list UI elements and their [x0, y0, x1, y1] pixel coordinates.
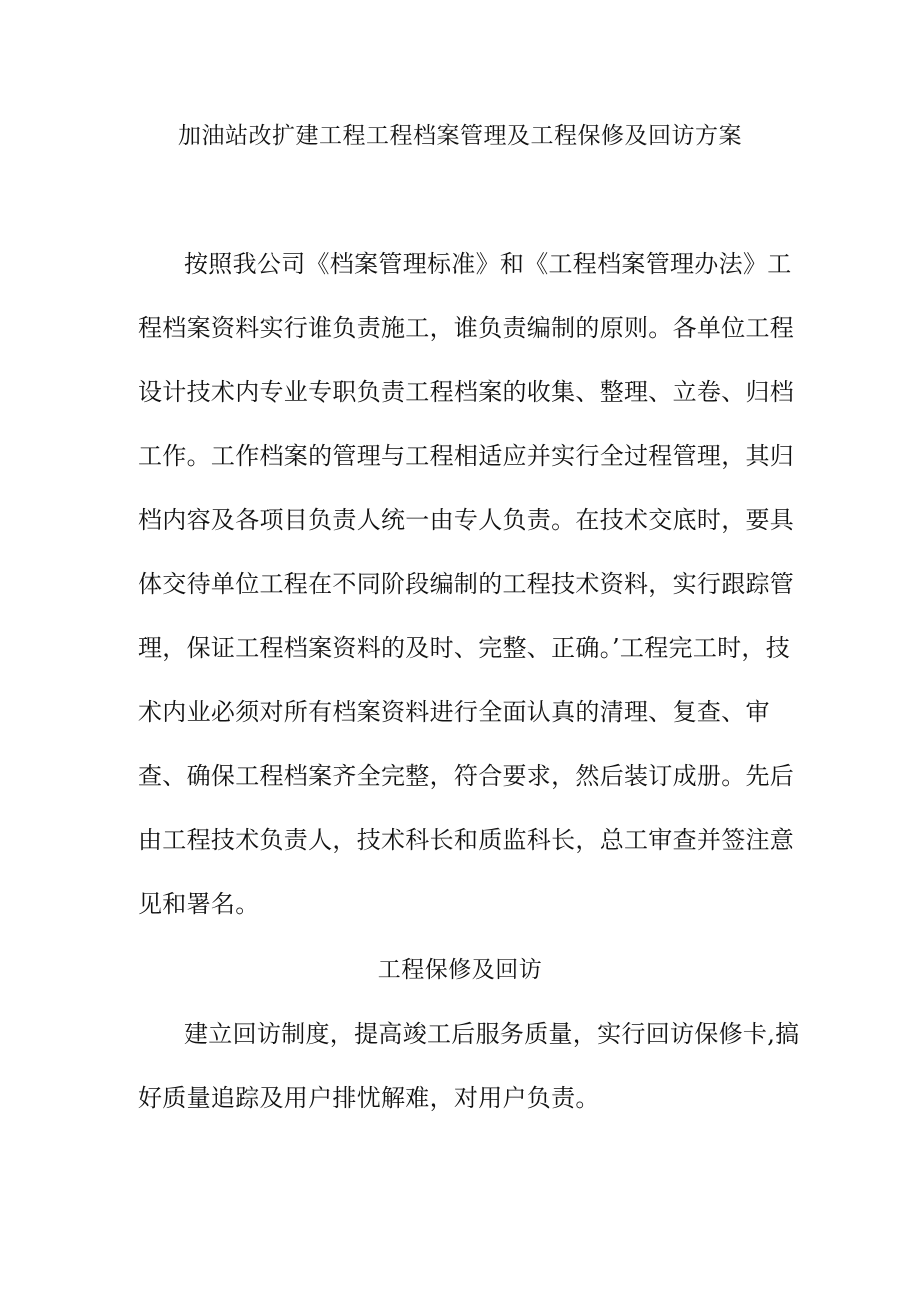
paragraph1-line-3: 设计技术内专业专职负责工程档案的收集、整理、立卷、归档	[138, 378, 795, 406]
paragraph1-line-10: 由工程技术负责人，技术科长和质监科长，总工审查并签注意	[138, 826, 795, 854]
document-title: 加油站改扩建工程工程档案管理及工程保修及回访方案	[178, 123, 742, 149]
paragraph1-line-4: 工作。工作档案的管理与工程相适应并实行全过程管理，其归	[138, 442, 795, 470]
paragraph1-line-8: 术内业必须对所有档案资料进行全面认真的清理、复查、审	[138, 698, 770, 726]
paragraph1-line-7: 理，保证工程档案资料的及时、完整、正确。’工程完工时，技	[138, 634, 791, 662]
paragraph1-line-1: 按照我公司《档案管理标准》和《工程档案管理办法》工	[184, 250, 792, 278]
paragraph2-line-2: 好质量追踪及用户排忧解难，对用户负责。	[138, 1084, 600, 1112]
section-subtitle: 工程保修及回访	[377, 957, 543, 983]
paragraph1-line-2: 程档案资料实行谁负责施工，谁负责编制的原则。各单位工程	[138, 314, 795, 342]
paragraph1-line-6: 体交待单位工程在不同阶段编制的工程技术资料，实行跟踪管	[138, 570, 795, 598]
paragraph1-line-5: 档内容及各项目负责人统一由专人负责。在技术交底时，要具	[138, 506, 795, 534]
paragraph2-line-1: 建立回访制度，提高竣工后服务质量，实行回访保修卡,搞	[184, 1020, 800, 1048]
paragraph1-line-9: 查、确保工程档案齐全完整，符合要求，然后装订成册。先后	[138, 762, 795, 790]
paragraph1-line-11: 见和署名。	[138, 890, 260, 918]
